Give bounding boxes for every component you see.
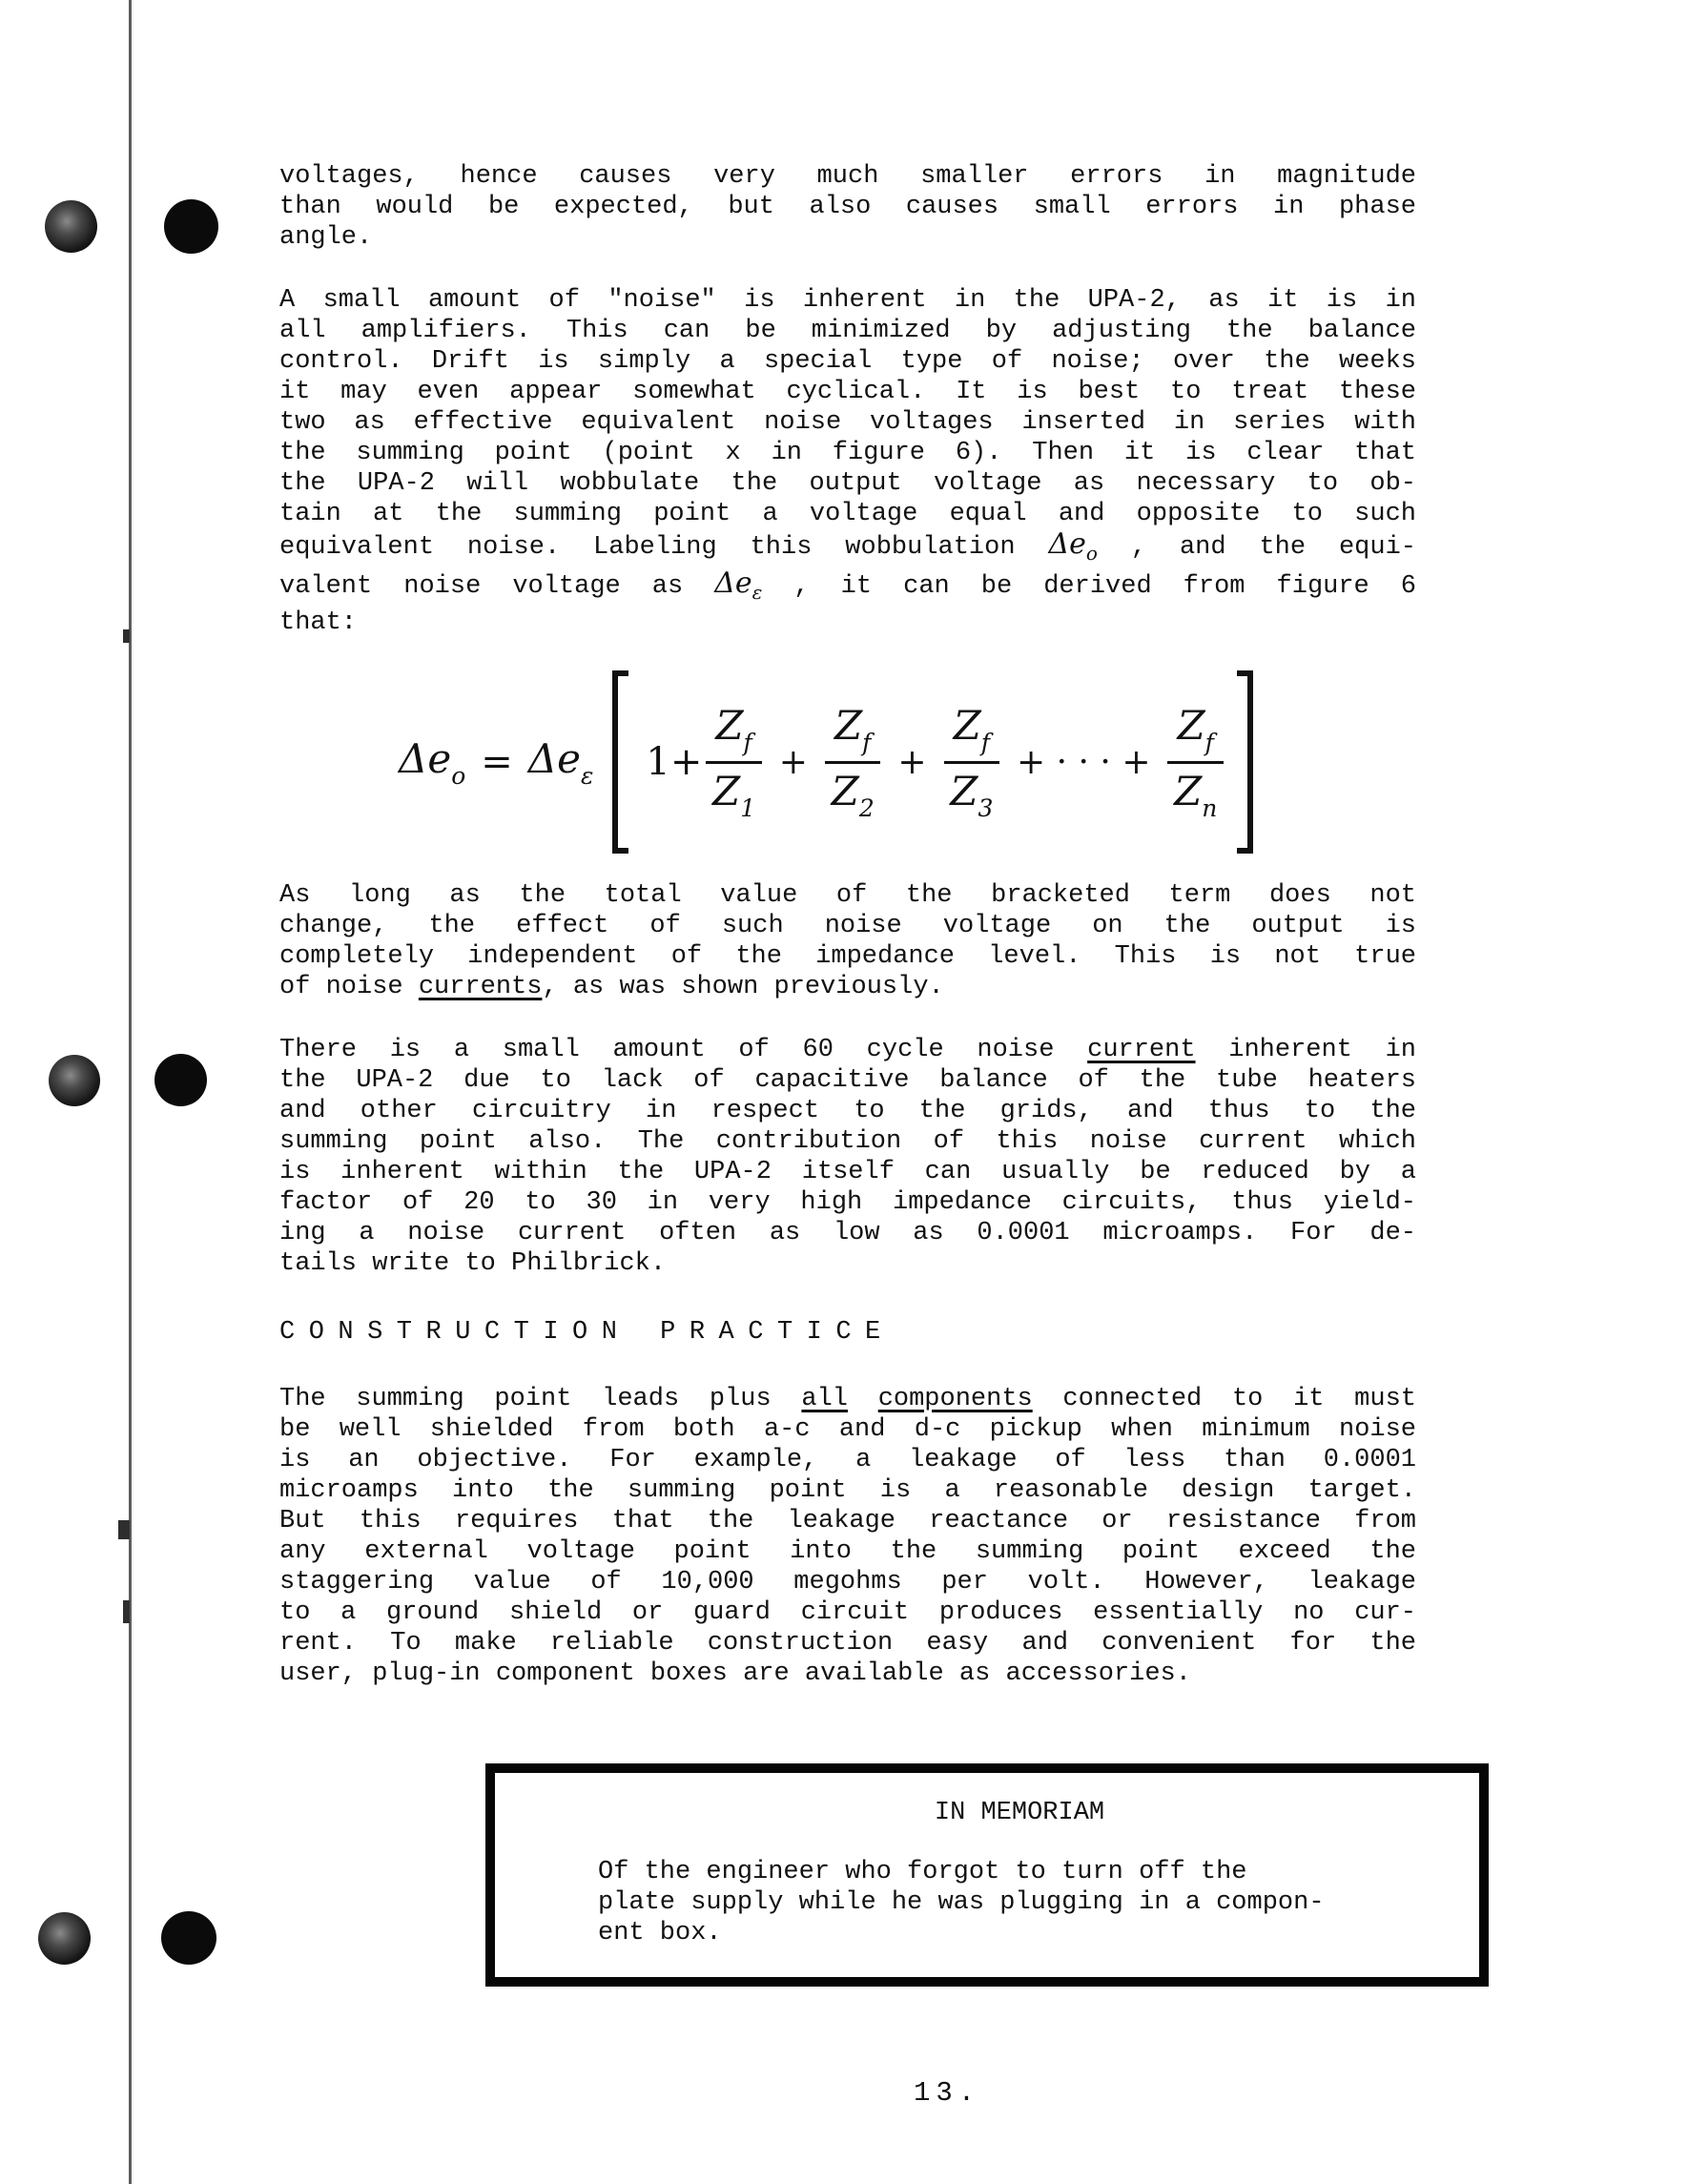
paragraph-3: [279, 880, 1416, 1002]
equation: [399, 670, 1416, 854]
variable: Z: [950, 768, 978, 814]
numerator: [706, 702, 761, 764]
numerator: [825, 702, 880, 764]
text-run: equivalent noise. Labeling this wobbulation: [279, 533, 1049, 562]
scan-mark: [123, 1600, 130, 1623]
text-line: [279, 941, 1416, 972]
text-line: [279, 1628, 1416, 1659]
punch-hole-dot: [38, 1912, 91, 1965]
fraction: [706, 702, 761, 822]
fraction: [1167, 702, 1223, 822]
text-line: [279, 568, 1416, 608]
equals-sign: =: [481, 740, 513, 784]
text-run: tails write to Philbrick.: [279, 1249, 667, 1278]
plus-sign: + · · · +: [1017, 742, 1151, 782]
text-line: [279, 1414, 1416, 1445]
text-run: the summing point (point x in figure 6). Then it is clear that: [279, 439, 1416, 467]
text-run: microamps into the summing point is a reasonable design target.: [279, 1476, 1416, 1505]
text-line: [279, 192, 1416, 222]
delta-e: Δe: [399, 734, 452, 782]
right-bracket: [1237, 670, 1253, 854]
text-line: [279, 1384, 1416, 1414]
margin-rule: [129, 0, 132, 2184]
text-run: , it can be derived from figure 6: [762, 572, 1416, 601]
left-bracket: [612, 670, 628, 854]
text-run: tain at the summing point a voltage equal and opposite to such: [279, 500, 1416, 528]
text-line: [279, 911, 1416, 941]
text-line: [279, 161, 1416, 192]
variable: Z: [715, 702, 744, 749]
text-run: , as was shown previously.: [542, 973, 944, 1001]
numerator: [1167, 702, 1223, 764]
text-run: user, plug-in component boxes are available as accessories.: [279, 1659, 1191, 1688]
text-line: [279, 1126, 1416, 1157]
text-line: [279, 1445, 1416, 1475]
subscript: f: [862, 729, 872, 756]
inline-math: Δe: [1048, 527, 1086, 561]
text-line: [279, 880, 1416, 911]
paragraph-1: [279, 161, 1416, 253]
fraction: [944, 702, 999, 822]
text-run: any external voltage point into the summing point exceed the: [279, 1537, 1416, 1566]
text-run: completely independent of the impedance level. This is not true: [279, 942, 1416, 971]
text-line: [279, 1536, 1416, 1567]
document-content: [279, 161, 1416, 1987]
text-run: angle.: [279, 223, 373, 252]
subscript: 1: [740, 794, 756, 822]
punch-hole-dot: [49, 1055, 100, 1106]
text-run: But this requires that the leakage reactance or resistance from: [279, 1507, 1416, 1535]
leading-term: 1+: [646, 740, 703, 784]
underlined-text: current: [1087, 1036, 1196, 1064]
inline-math-sub: ε: [751, 581, 763, 604]
text-run: The summing point leads plus: [279, 1385, 802, 1413]
denominator: [950, 764, 993, 822]
delta-e: Δe: [527, 734, 581, 782]
text-run: be well shielded from both a-c and d-c pickup when minimum noise: [279, 1415, 1416, 1444]
text-run: [848, 1385, 878, 1413]
text-line: [279, 1187, 1416, 1218]
text-run: all amplifiers. This can be minimized by adjusting the balance: [279, 317, 1416, 345]
text-line: [279, 285, 1416, 316]
text-run: and other circuitry in respect to the grids, and thus to the: [279, 1097, 1416, 1125]
text-line: [279, 529, 1416, 568]
text-line: [279, 1248, 1416, 1279]
text-line: [279, 499, 1416, 529]
denominator: [712, 764, 755, 822]
subscript: 3: [978, 794, 994, 822]
subscript: n: [1202, 794, 1218, 822]
text-line: [279, 1597, 1416, 1628]
paragraph-4: [279, 1035, 1416, 1279]
subscript: o: [451, 761, 466, 790]
underlined-text: currents: [418, 973, 543, 1001]
text-run: of noise: [279, 973, 419, 1001]
punch-hole-dot: [164, 199, 218, 254]
text-line: [279, 1659, 1416, 1689]
text-run: it may even appear somewhat cyclical. It is best to treat these: [279, 378, 1416, 406]
paragraph-2: [279, 285, 1416, 638]
text-line: [279, 608, 1416, 638]
text-line: [279, 346, 1416, 377]
text-run: A small amount of "noise" is inherent in the UPA-2, as it is in: [279, 286, 1416, 315]
paragraph-5: [279, 1384, 1416, 1689]
text-run: that:: [279, 608, 358, 637]
text-run: factor of 20 to 30 in very high impedance circuits, thus yield-: [279, 1188, 1416, 1217]
text-run: change, the effect of such noise voltage on the output is: [279, 912, 1416, 940]
text-run: is inherent within the UPA-2 itself can usually be reduced by a: [279, 1158, 1416, 1186]
punch-hole-dot: [45, 200, 97, 253]
text-line: [279, 972, 1416, 1002]
text-run: , and the equi-: [1097, 533, 1416, 562]
text-line: [279, 1096, 1416, 1126]
page-number: 13.: [914, 2077, 981, 2109]
text-line: [279, 1567, 1416, 1597]
punch-hole-dot: [154, 1054, 207, 1106]
text-line: [279, 1475, 1416, 1506]
underlined-text: components: [877, 1385, 1033, 1413]
text-line: [279, 438, 1416, 468]
inline-math: Δe: [714, 567, 752, 600]
text-line: [279, 222, 1416, 253]
text-run: two as effective equivalent noise voltages inserted in series with: [279, 408, 1416, 437]
text-line: plate supply while he was plugging in a compon-: [598, 1888, 1325, 1917]
text-line: [279, 1035, 1416, 1065]
text-run: There is a small amount of 60 cycle noise: [279, 1036, 1088, 1064]
subscript: 2: [858, 794, 875, 822]
text-line: [279, 316, 1416, 346]
plus-sign: +: [897, 742, 927, 782]
text-run: is an objective. For example, a leakage of less than 0.0001: [279, 1446, 1416, 1474]
inline-math-sub: o: [1085, 542, 1098, 565]
scan-mark: [118, 1520, 130, 1539]
text-run: staggering value of 10,000 megohms per volt. However, leakage: [279, 1568, 1416, 1597]
text-line: [279, 407, 1416, 438]
subscript: ε: [580, 761, 594, 790]
subscript: f: [743, 729, 752, 756]
text-line: ent box.: [598, 1919, 722, 1947]
variable: Z: [1177, 702, 1205, 749]
text-run: the UPA-2 will wobbulate the output voltage as necessary to ob-: [279, 469, 1416, 498]
variable: Z: [831, 768, 859, 814]
bracket-contents: [642, 702, 1224, 822]
memoriam-box: [485, 1763, 1489, 1987]
scan-mark: [123, 629, 130, 643]
text-run: summing point also. The contribution of this noise current which: [279, 1127, 1416, 1156]
formula-coefficient: [528, 735, 594, 790]
formula-lhs: [399, 735, 465, 790]
text-run: As long as the total value of the bracketed term does not: [279, 881, 1416, 910]
text-run: inherent in: [1195, 1036, 1417, 1064]
text-run: valent noise voltage as: [279, 572, 715, 601]
variable: Z: [712, 768, 741, 814]
text-run: control. Drift is simply a special type of noise; over the weeks: [279, 347, 1416, 376]
denominator: [1174, 764, 1217, 822]
section-heading: CONSTRUCTION PRACTICE: [279, 1318, 895, 1347]
text-line: Of the engineer who forgot to turn off the: [598, 1858, 1247, 1886]
subscript: f: [1204, 729, 1214, 756]
text-line: [279, 468, 1416, 499]
subscript: f: [980, 729, 991, 756]
text-line: [279, 1157, 1416, 1187]
fraction: [825, 702, 880, 822]
text-line: [279, 1065, 1416, 1096]
text-line: [279, 377, 1416, 407]
text-run: than would be expected, but also causes small errors in phase: [279, 193, 1416, 221]
text-run: voltages, hence causes very much smaller errors in magnitude: [279, 162, 1416, 191]
variable: Z: [834, 702, 863, 749]
variable: Z: [1174, 768, 1203, 814]
numerator: [944, 702, 999, 764]
variable: Z: [953, 702, 981, 749]
memoriam-title: IN MEMORIAM: [934, 1799, 1105, 1827]
text-run: to a ground shield or guard circuit produces essentially no cur-: [279, 1598, 1416, 1627]
punch-hole-dot: [161, 1911, 216, 1965]
text-run: ing a noise current often as low as 0.0001 microamps. For de-: [279, 1219, 1416, 1247]
text-run: the UPA-2 due to lack of capacitive balance of the tube heaters: [279, 1066, 1416, 1095]
text-line: [279, 1506, 1416, 1536]
denominator: [832, 764, 875, 822]
text-run: connected to it must: [1032, 1385, 1416, 1413]
text-run: rent. To make reliable construction easy and convenient for the: [279, 1629, 1416, 1658]
text-line: [279, 1218, 1416, 1248]
plus-sign: +: [778, 742, 808, 782]
underlined-text: all: [801, 1385, 848, 1413]
